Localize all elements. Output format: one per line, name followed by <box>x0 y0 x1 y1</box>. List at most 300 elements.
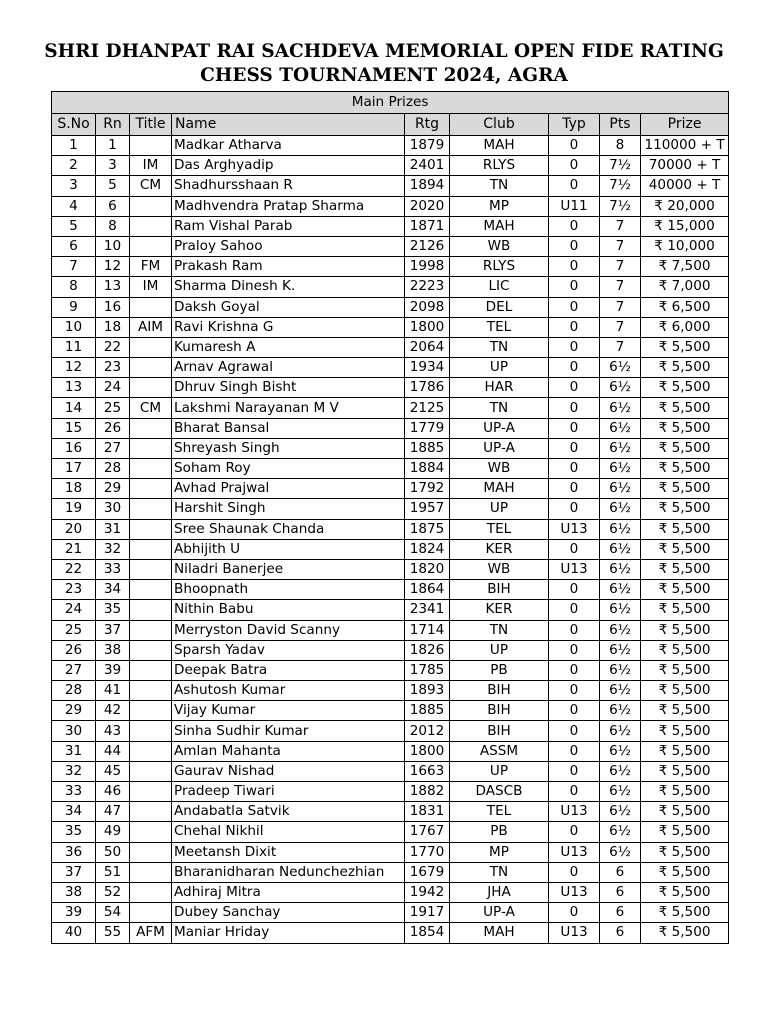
club-cell: ASSM <box>450 741 549 761</box>
club-cell: WB <box>450 459 549 479</box>
club-cell: JHA <box>450 882 549 902</box>
typ-cell: 0 <box>549 378 600 398</box>
rn-cell: 45 <box>96 761 130 781</box>
pts-cell: 6½ <box>600 358 641 378</box>
title-cell <box>130 216 172 236</box>
name-cell: Merryston David Scanny <box>172 620 405 640</box>
rtg-cell: 1884 <box>405 459 450 479</box>
sno-cell: 40 <box>52 923 96 943</box>
sno-cell: 4 <box>52 196 96 216</box>
rn-cell: 49 <box>96 822 130 842</box>
header-row <box>52 114 729 136</box>
club-cell: MAH <box>450 479 549 499</box>
header-club: Club <box>450 114 549 136</box>
prize-cell: ₹ 5,500 <box>641 640 729 660</box>
table-row <box>52 923 729 943</box>
rtg-cell: 1885 <box>405 701 450 721</box>
name-cell: Pradeep Tiwari <box>172 782 405 802</box>
rn-cell: 54 <box>96 903 130 923</box>
rn-cell: 33 <box>96 559 130 579</box>
title-cell <box>130 580 172 600</box>
rtg-cell: 1864 <box>405 580 450 600</box>
rtg-cell: 1854 <box>405 923 450 943</box>
table-row <box>52 882 729 902</box>
rtg-cell: 1957 <box>405 499 450 519</box>
rn-cell: 46 <box>96 782 130 802</box>
title-cell: CM <box>130 176 172 196</box>
rn-cell: 16 <box>96 297 130 317</box>
club-cell: UP <box>450 761 549 781</box>
header-name: Name <box>172 114 405 136</box>
rtg-cell: 1785 <box>405 660 450 680</box>
name-cell: Ram Vishal Parab <box>172 216 405 236</box>
club-cell: LIC <box>450 277 549 297</box>
typ-cell: U13 <box>549 802 600 822</box>
title-cell: AIM <box>130 317 172 337</box>
title-cell <box>130 236 172 256</box>
club-cell: TN <box>450 176 549 196</box>
name-cell: Prakash Ram <box>172 257 405 277</box>
table-row <box>52 499 729 519</box>
title-cell: IM <box>130 277 172 297</box>
prize-cell: ₹ 5,500 <box>641 519 729 539</box>
pts-cell: 6½ <box>600 479 641 499</box>
rtg-cell: 1882 <box>405 782 450 802</box>
club-cell: MAH <box>450 136 549 156</box>
table-row <box>52 600 729 620</box>
table-row <box>52 378 729 398</box>
pts-cell: 7½ <box>600 156 641 176</box>
table-row <box>52 459 729 479</box>
pts-cell: 6 <box>600 903 641 923</box>
rtg-cell: 1917 <box>405 903 450 923</box>
pts-cell: 6½ <box>600 782 641 802</box>
pts-cell: 6½ <box>600 600 641 620</box>
name-cell: Daksh Goyal <box>172 297 405 317</box>
rn-cell: 47 <box>96 802 130 822</box>
typ-cell: 0 <box>549 317 600 337</box>
typ-cell: 0 <box>549 479 600 499</box>
title-cell <box>130 701 172 721</box>
name-cell: Nithin Babu <box>172 600 405 620</box>
rtg-cell: 1885 <box>405 438 450 458</box>
sno-cell: 33 <box>52 782 96 802</box>
title-cell <box>130 741 172 761</box>
club-cell: PB <box>450 660 549 680</box>
prize-cell: ₹ 5,500 <box>641 479 729 499</box>
prize-cell: ₹ 5,500 <box>641 721 729 741</box>
rn-cell: 50 <box>96 842 130 862</box>
rtg-cell: 1875 <box>405 519 450 539</box>
pts-cell: 6½ <box>600 398 641 418</box>
prize-cell: ₹ 6,000 <box>641 317 729 337</box>
typ-cell: 0 <box>549 660 600 680</box>
typ-cell: U13 <box>549 842 600 862</box>
sno-cell: 31 <box>52 741 96 761</box>
rn-cell: 6 <box>96 196 130 216</box>
header-rtg: Rtg <box>405 114 450 136</box>
name-cell: Niladri Banerjee <box>172 559 405 579</box>
rtg-cell: 1800 <box>405 317 450 337</box>
typ-cell: U11 <box>549 196 600 216</box>
header-rn: Rn <box>96 114 130 136</box>
typ-cell: 0 <box>549 358 600 378</box>
sno-cell: 15 <box>52 418 96 438</box>
prize-cell: ₹ 5,500 <box>641 559 729 579</box>
title-cell <box>130 681 172 701</box>
table-row <box>52 802 729 822</box>
rn-cell: 52 <box>96 882 130 902</box>
sno-cell: 12 <box>52 358 96 378</box>
table-row <box>52 136 729 156</box>
prize-cell: ₹ 5,500 <box>641 378 729 398</box>
sno-cell: 32 <box>52 761 96 781</box>
table-row <box>52 317 729 337</box>
name-cell: Bharat Bansal <box>172 418 405 438</box>
rn-cell: 51 <box>96 862 130 882</box>
prize-cell: ₹ 5,500 <box>641 398 729 418</box>
title-cell <box>130 903 172 923</box>
club-cell: DEL <box>450 297 549 317</box>
title-cell <box>130 660 172 680</box>
table-row <box>52 842 729 862</box>
typ-cell: 0 <box>549 337 600 357</box>
name-cell: Madkar Atharva <box>172 136 405 156</box>
title-line-2: CHESS TOURNAMENT 2024, AGRA <box>200 65 568 86</box>
typ-cell: 0 <box>549 418 600 438</box>
pts-cell: 6½ <box>600 701 641 721</box>
prize-cell: ₹ 5,500 <box>641 903 729 923</box>
sno-cell: 21 <box>52 539 96 559</box>
rn-cell: 18 <box>96 317 130 337</box>
name-cell: Chehal Nikhil <box>172 822 405 842</box>
rtg-cell: 1767 <box>405 822 450 842</box>
name-cell: Sparsh Yadav <box>172 640 405 660</box>
typ-cell: 0 <box>549 539 600 559</box>
pts-cell: 7 <box>600 216 641 236</box>
table-row <box>52 519 729 539</box>
rtg-cell: 2098 <box>405 297 450 317</box>
prize-cell: ₹ 5,500 <box>641 600 729 620</box>
pts-cell: 6 <box>600 862 641 882</box>
name-cell: Kumaresh A <box>172 337 405 357</box>
sno-cell: 6 <box>52 236 96 256</box>
title-cell <box>130 438 172 458</box>
rn-cell: 10 <box>96 236 130 256</box>
table-row <box>52 337 729 357</box>
rtg-cell: 1792 <box>405 479 450 499</box>
rtg-cell: 1871 <box>405 216 450 236</box>
pts-cell: 7 <box>600 317 641 337</box>
table-row <box>52 640 729 660</box>
typ-cell: 0 <box>549 862 600 882</box>
sno-cell: 5 <box>52 216 96 236</box>
typ-cell: U13 <box>549 559 600 579</box>
pts-cell: 6½ <box>600 640 641 660</box>
name-cell: Amlan Mahanta <box>172 741 405 761</box>
rtg-cell: 1679 <box>405 862 450 882</box>
rn-cell: 42 <box>96 701 130 721</box>
prize-cell: ₹ 5,500 <box>641 923 729 943</box>
title-cell <box>130 782 172 802</box>
name-cell: Avhad Prajwal <box>172 479 405 499</box>
rn-cell: 24 <box>96 378 130 398</box>
rtg-cell: 1879 <box>405 136 450 156</box>
prize-cell: ₹ 5,500 <box>641 459 729 479</box>
table-row <box>52 620 729 640</box>
sno-cell: 30 <box>52 721 96 741</box>
title-cell <box>130 862 172 882</box>
name-cell: Vijay Kumar <box>172 701 405 721</box>
sno-cell: 9 <box>52 297 96 317</box>
sno-cell: 26 <box>52 640 96 660</box>
title-cell <box>130 479 172 499</box>
name-cell: Arnav Agrawal <box>172 358 405 378</box>
club-cell: KER <box>450 539 549 559</box>
name-cell: Ravi Krishna G <box>172 317 405 337</box>
sno-cell: 29 <box>52 701 96 721</box>
pts-cell: 6½ <box>600 438 641 458</box>
rn-cell: 38 <box>96 640 130 660</box>
rn-cell: 28 <box>96 459 130 479</box>
rtg-cell: 1934 <box>405 358 450 378</box>
pts-cell: 7 <box>600 277 641 297</box>
rn-cell: 41 <box>96 681 130 701</box>
sno-cell: 19 <box>52 499 96 519</box>
table-row <box>52 277 729 297</box>
prize-cell: ₹ 5,500 <box>641 802 729 822</box>
title-cell: FM <box>130 257 172 277</box>
title-cell <box>130 418 172 438</box>
table-row <box>52 660 729 680</box>
typ-cell: U13 <box>549 519 600 539</box>
typ-cell: U13 <box>549 882 600 902</box>
typ-cell: 0 <box>549 438 600 458</box>
pts-cell: 6½ <box>600 499 641 519</box>
sno-cell: 3 <box>52 176 96 196</box>
header-sno: S.No <box>52 114 96 136</box>
pts-cell: 7½ <box>600 196 641 216</box>
sno-cell: 8 <box>52 277 96 297</box>
pts-cell: 6½ <box>600 539 641 559</box>
rtg-cell: 1820 <box>405 559 450 579</box>
prize-cell: ₹ 5,500 <box>641 620 729 640</box>
title-cell <box>130 337 172 357</box>
club-cell: RLYS <box>450 257 549 277</box>
title-cell: IM <box>130 156 172 176</box>
rtg-cell: 1826 <box>405 640 450 660</box>
typ-cell: 0 <box>549 398 600 418</box>
typ-cell: U13 <box>549 923 600 943</box>
pts-cell: 6½ <box>600 519 641 539</box>
section-banner: Main Prizes <box>52 92 729 114</box>
rn-cell: 8 <box>96 216 130 236</box>
title-line-1: SHRI DHANPAT RAI SACHDEVA MEMORIAL OPEN FIDE RATING <box>44 41 724 62</box>
title-cell <box>130 499 172 519</box>
club-cell: HAR <box>450 378 549 398</box>
title-cell <box>130 136 172 156</box>
club-cell: MAH <box>450 923 549 943</box>
header-title: Title <box>130 114 172 136</box>
table-row <box>52 539 729 559</box>
table-row <box>52 741 729 761</box>
sno-cell: 23 <box>52 580 96 600</box>
sno-cell: 1 <box>52 136 96 156</box>
club-cell: UP <box>450 499 549 519</box>
name-cell: Dhruv Singh Bisht <box>172 378 405 398</box>
rtg-cell: 1770 <box>405 842 450 862</box>
title-cell <box>130 761 172 781</box>
rtg-cell: 1714 <box>405 620 450 640</box>
rn-cell: 31 <box>96 519 130 539</box>
rtg-cell: 2126 <box>405 236 450 256</box>
club-cell: MP <box>450 196 549 216</box>
name-cell: Bhoopnath <box>172 580 405 600</box>
sno-cell: 13 <box>52 378 96 398</box>
club-cell: WB <box>450 559 549 579</box>
title-cell <box>130 620 172 640</box>
table-row <box>52 559 729 579</box>
header-typ: Typ <box>549 114 600 136</box>
sno-cell: 16 <box>52 438 96 458</box>
prize-cell: ₹ 5,500 <box>641 660 729 680</box>
typ-cell: 0 <box>549 277 600 297</box>
prize-cell: ₹ 5,500 <box>641 761 729 781</box>
table-row <box>52 156 729 176</box>
name-cell: Dubey Sanchay <box>172 903 405 923</box>
table-row <box>52 358 729 378</box>
prize-rows <box>52 136 729 944</box>
typ-cell: 0 <box>549 701 600 721</box>
rtg-cell: 2012 <box>405 721 450 741</box>
prize-cell: ₹ 5,500 <box>641 539 729 559</box>
table-row <box>52 479 729 499</box>
title-cell <box>130 882 172 902</box>
sno-cell: 27 <box>52 660 96 680</box>
sno-cell: 7 <box>52 257 96 277</box>
table-row <box>52 862 729 882</box>
prize-cell: ₹ 5,500 <box>641 701 729 721</box>
header-pts: Pts <box>600 114 641 136</box>
rtg-cell: 1894 <box>405 176 450 196</box>
pts-cell: 6½ <box>600 418 641 438</box>
table-row <box>52 297 729 317</box>
prize-cell: 40000 + T <box>641 176 729 196</box>
rtg-cell: 2125 <box>405 398 450 418</box>
prize-cell: 110000 + T <box>641 136 729 156</box>
table-row <box>52 216 729 236</box>
prize-cell: ₹ 15,000 <box>641 216 729 236</box>
prize-cell: ₹ 5,500 <box>641 337 729 357</box>
name-cell: Sinha Sudhir Kumar <box>172 721 405 741</box>
prize-cell: ₹ 5,500 <box>641 882 729 902</box>
title-cell <box>130 600 172 620</box>
title-cell <box>130 822 172 842</box>
club-cell: BIH <box>450 681 549 701</box>
title-cell: CM <box>130 398 172 418</box>
club-cell: DASCB <box>450 782 549 802</box>
prize-cell: ₹ 5,500 <box>641 499 729 519</box>
name-cell: Bharanidharan Nedunchezhian <box>172 862 405 882</box>
prize-cell: ₹ 5,500 <box>641 842 729 862</box>
club-cell: BIH <box>450 701 549 721</box>
typ-cell: 0 <box>549 741 600 761</box>
title-cell <box>130 196 172 216</box>
title-cell <box>130 358 172 378</box>
rtg-cell: 1800 <box>405 741 450 761</box>
rtg-cell: 2341 <box>405 600 450 620</box>
rn-cell: 39 <box>96 660 130 680</box>
rtg-cell: 1786 <box>405 378 450 398</box>
table-row <box>52 721 729 741</box>
table-row <box>52 438 729 458</box>
club-cell: UP <box>450 640 549 660</box>
name-cell: Shadhursshaan R <box>172 176 405 196</box>
pts-cell: 7 <box>600 236 641 256</box>
name-cell: Praloy Sahoo <box>172 236 405 256</box>
prize-cell: ₹ 7,500 <box>641 257 729 277</box>
rn-cell: 43 <box>96 721 130 741</box>
rtg-cell: 2223 <box>405 277 450 297</box>
table-row <box>52 418 729 438</box>
table-row <box>52 782 729 802</box>
prize-cell: ₹ 6,500 <box>641 297 729 317</box>
typ-cell: 0 <box>549 782 600 802</box>
rn-cell: 27 <box>96 438 130 458</box>
rtg-cell: 1893 <box>405 681 450 701</box>
rn-cell: 35 <box>96 600 130 620</box>
name-cell: Soham Roy <box>172 459 405 479</box>
club-cell: UP-A <box>450 438 549 458</box>
header-prize: Prize <box>641 114 729 136</box>
sno-cell: 24 <box>52 600 96 620</box>
table-row <box>52 761 729 781</box>
typ-cell: 0 <box>549 640 600 660</box>
typ-cell: 0 <box>549 297 600 317</box>
pts-cell: 6½ <box>600 660 641 680</box>
rn-cell: 25 <box>96 398 130 418</box>
table-row <box>52 257 729 277</box>
typ-cell: 0 <box>549 761 600 781</box>
prize-cell: ₹ 5,500 <box>641 438 729 458</box>
sno-cell: 10 <box>52 317 96 337</box>
typ-cell: 0 <box>549 580 600 600</box>
club-cell: MAH <box>450 216 549 236</box>
typ-cell: 0 <box>549 822 600 842</box>
rn-cell: 32 <box>96 539 130 559</box>
club-cell: UP <box>450 358 549 378</box>
sno-cell: 14 <box>52 398 96 418</box>
club-cell: BIH <box>450 721 549 741</box>
pts-cell: 7 <box>600 337 641 357</box>
title-cell <box>130 539 172 559</box>
rtg-cell: 1831 <box>405 802 450 822</box>
club-cell: BIH <box>450 580 549 600</box>
name-cell: Sree Shaunak Chanda <box>172 519 405 539</box>
club-cell: RLYS <box>450 156 549 176</box>
rn-cell: 37 <box>96 620 130 640</box>
table-row <box>52 681 729 701</box>
club-cell: TN <box>450 337 549 357</box>
name-cell: Abhijith U <box>172 539 405 559</box>
table-row <box>52 398 729 418</box>
sno-cell: 17 <box>52 459 96 479</box>
typ-cell: 0 <box>549 459 600 479</box>
club-cell: UP-A <box>450 418 549 438</box>
rn-cell: 34 <box>96 580 130 600</box>
rn-cell: 5 <box>96 176 130 196</box>
pts-cell: 8 <box>600 136 641 156</box>
